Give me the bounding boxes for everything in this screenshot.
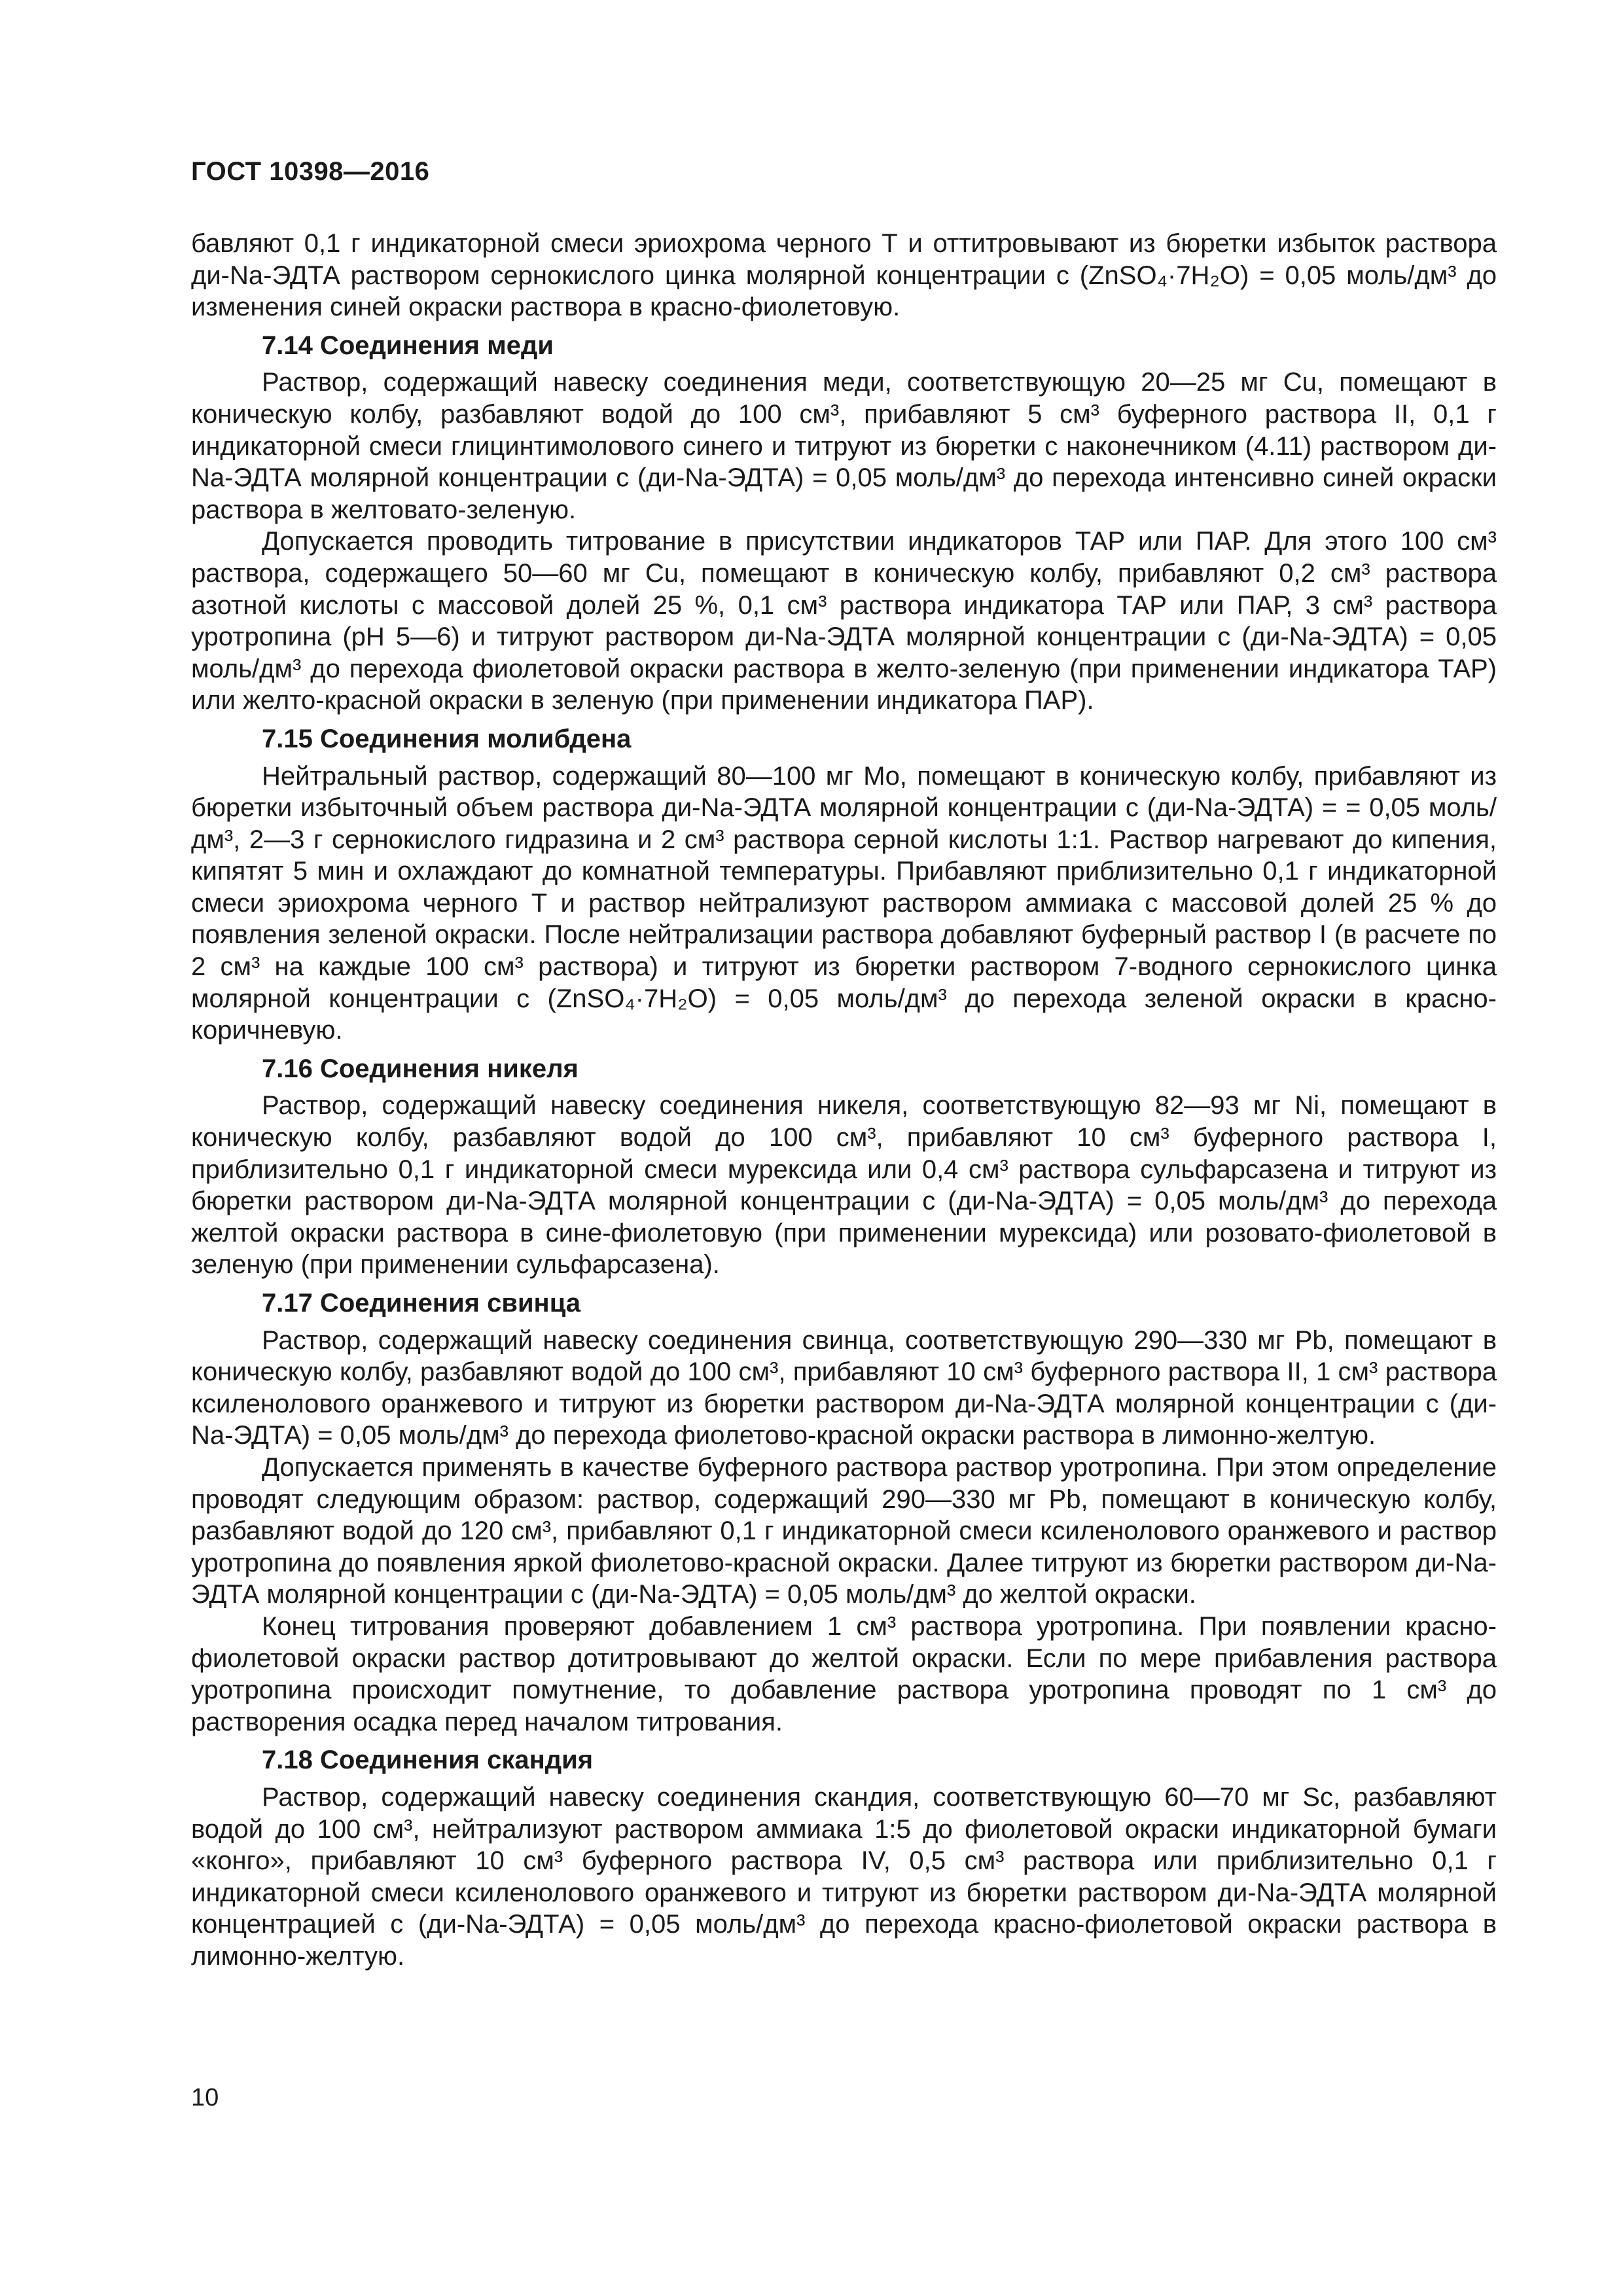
paragraph: Допускается проводить титрование в присутствии индикаторов ТАР или ПАР. Для этого 100 см³ раствора, содержащего 50—60 мг Cu, помещают в коническую колбу, прибавляют 0,2 см³ раствора азотной кислоты с массовой долей 25 %, 0,1 см³ раствора индикатора ТАР или ПАР, 3 см³ раствора уротропина (pH 5—6) и титруют раствором ди-Na-ЭДТА молярной концентрации c (ди-Na-ЭДТА) = 0,05 моль/дм³ до перехода фиолетовой окраски раствора в желто-зеленую (при применении индикатора ТАР) или желто-красной окраски в зеленую (при применении индикатора ПАР).	[191, 527, 1497, 715]
paragraph: бавляют 0,1 г индикаторной смеси эриохрома черного Т и оттитровывают из бюретки избыток раствора ди-Na-ЭДТА раствором сернокислого цинка молярной концентрации c (ZnSO₄·7H₂O) = 0,05 моль/дм³ до изменения синей окраски раствора в красно-фиолетовую.	[191, 229, 1497, 322]
paragraph: Раствор, содержащий навеску соединения никеля, соответствующую 82—93 мг Ni, помещают в коническую колбу, разбавляют водой до 100 см³, прибавляют 10 см³ буферного раствора I, приблизительно 0,1 г индикаторной смеси мурексида или 0,4 см³ раствора сульфарсазена и титруют из бюретки раствором ди-Na-ЭДТА молярной концентрации c (ди-Na-ЭДТА) = 0,05 моль/дм³ до перехода желтой окраски раствора в сине-фиолетовую (при применении мурексида) или розовато-фиолетовой в зеленую (при применении сульфарсазена).	[191, 1091, 1497, 1280]
section-heading-7-18: 7.18 Соединения скандия	[262, 1746, 594, 1775]
section-heading-7-16: 7.16 Соединения никеля	[262, 1054, 579, 1083]
paragraph: Нейтральный раствор, содержащий 80—100 мг Mo, помещают в коническую колбу, прибавляют из бюретки избыточный объем раствора ди-Na-ЭДТА молярной концентрации c (ди-Na-ЭДТА) = = 0,05 моль/дм³, 2—3 г сернокислого гидразина и 2 см³ раствора серной кислоты 1:1. Раствор нагревают до кипения, кипятят 5 мин и охлаждают до комнатной температуры. Прибавляют приблизительно 0,1 г индикаторной смеси эриохрома черного Т и раствор нейтрализуют раствором аммиака с массовой долей 25 % до появления зеленой окраски. После нейтрализации раствора добавляют буферный раствор I (в расчете по 2 см³ на каждые 100 см³ раствора) и титруют из бюретки раствором 7-водного сернокислого цинка молярной концентрации c (ZnSO₄·7H₂O) = 0,05 моль/дм³ до перехода зеленой окраски в красно-коричневую.	[191, 761, 1497, 1045]
section-heading-7-15: 7.15 Соединения молибдена	[262, 724, 632, 753]
document-body	[191, 228, 1497, 1972]
paragraph: Допускается применять в качестве буферного раствора раствор уротропина. При этом определение проводят следующим образом: раствор, содержащий 290—330 мг Pb, помещают в коническую колбу, разбавляют водой до 120 см³, прибавляют 0,1 г индикаторной смеси ксиленолового оранжевого и раствор уротропина до появления яркой фиолетово-красной окраски. Далее титруют из бюретки раствором ди-Na-ЭДТА молярной концентрации c (ди-Na-ЭДТА) = 0,05 моль/дм³ до желтой окраски.	[191, 1452, 1497, 1609]
paragraph: Раствор, содержащий навеску соединения скандия, соответствующую 60—70 мг Sc, разбавляют водой до 100 см³, нейтрализуют раствором аммиака 1:5 до фиолетовой окраски индикаторной бумаги «конго», прибавляют 10 см³ буферного раствора IV, 0,5 см³ раствора или приблизительно 0,1 г индикаторной смеси ксиленолового оранжевого и титруют из бюретки раствором ди-Na-ЭДТА молярной концентрацией c (ди-Na-ЭДТА) = 0,05 моль/дм³ до перехода красно-фиолетовой окраски раствора в лимонно-желтую.	[191, 1782, 1497, 1971]
page-number: 10	[191, 2084, 219, 2111]
section-heading-7-17: 7.17 Соединения свинца	[262, 1289, 581, 1318]
paragraph: Раствор, содержащий навеску соединения свинца, соответствующую 290—330 мг Pb, помещают в коническую колбу, разбавляют водой до 100 см³, прибавляют 10 см³ буферного раствора II, 1 см³ раствора ксиленолового оранжевого и титруют из бюретки раствором ди-Na-ЭДТА молярной концентрации c (ди-Na-ЭДТА) = 0,05 моль/дм³ до перехода фиолетово-красной окраски раствора в лимонно-желтую.	[191, 1325, 1497, 1450]
paragraph: Конец титрования проверяют добавлением 1 см³ раствора уротропина. При появлении красно-фиолетовой окраски раствор дотитровывают до желтой окраски. Если по мере прибавления раствора уротропина происходит помутнение, то добавление раствора уротропина проводят по 1 см³ до растворения осадка перед началом титрования.	[191, 1611, 1497, 1736]
section-heading-7-14: 7.14 Соединения меди	[262, 331, 554, 360]
paragraph: Раствор, содержащий навеску соединения меди, соответствующую 20—25 мг Cu, помещают в коническую колбу, разбавляют водой до 100 см³, прибавляют 5 см³ буферного раствора II, 0,1 г индикаторной смеси глицинтимолового синего и титруют из бюретки с наконечником (4.11) раствором ди-Na-ЭДТА молярной концентрации c (ди-Na-ЭДТА) = 0,05 моль/дм³ до перехода интенсивно синей окраски раствора в желтовато-зеленую.	[191, 368, 1497, 524]
document-header: ГОСТ 10398—2016	[191, 157, 430, 186]
